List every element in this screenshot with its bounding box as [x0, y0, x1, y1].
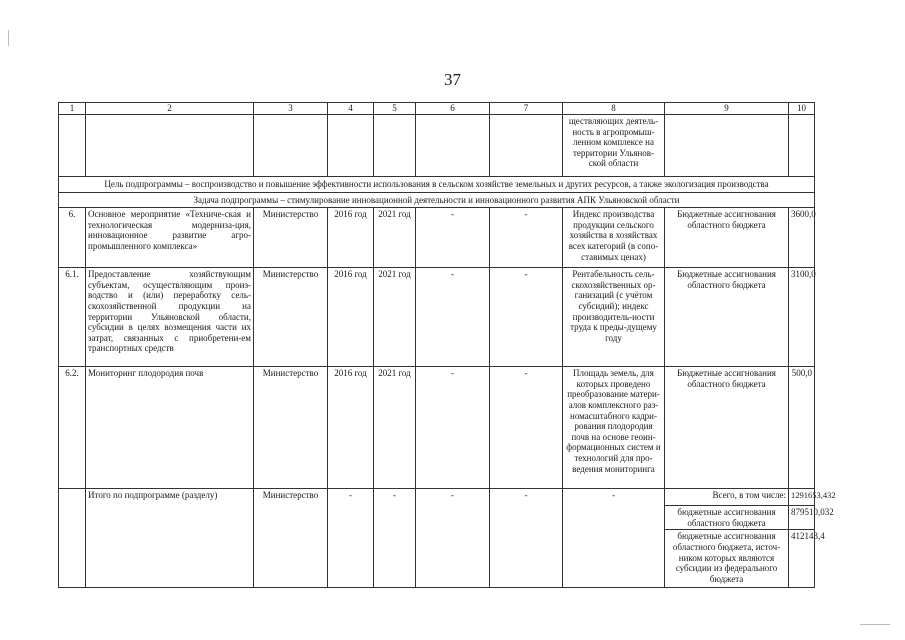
executor-cell: Министерство [254, 489, 328, 588]
dash-cell: - [563, 489, 665, 588]
dash-cell: - [416, 367, 490, 489]
source-cell: Бюджетные ассигнования областного бюджета [665, 268, 789, 367]
indicator-cell: Площадь земель, для которых проведено преобразование матери-алов комплексного раз-номасштабного кадри-рования плодородия почв на основе геоин-формационных систем и технологий для про-ведения мониторинга [563, 367, 665, 489]
header-cell: 7 [490, 103, 563, 115]
header-cell: 6 [416, 103, 490, 115]
total-label: Итого по подпрограмме (разделу) [86, 489, 254, 588]
header-row [59, 103, 815, 115]
total-row [59, 489, 815, 506]
row-number: 6. [59, 208, 86, 268]
header-cell: 4 [328, 103, 374, 115]
scan-mark [8, 30, 9, 46]
scan-mark [860, 624, 890, 625]
end-cell: 2021 год [374, 208, 416, 268]
source-cell: Всего, в том числе: [665, 489, 789, 506]
executor-cell: Министерство [254, 367, 328, 489]
amount-cell: 879510,032 [789, 506, 815, 530]
row-number: 6.1. [59, 268, 86, 367]
source-cell: бюджетные ассигнования областного бюджета, источ-ником которых являются субсидии из федерального бюджета [665, 530, 789, 588]
table-row [59, 208, 815, 268]
dash-cell: - [328, 489, 374, 588]
header-cell: 8 [563, 103, 665, 115]
header-cell: 10 [789, 103, 815, 115]
start-cell: 2016 год [328, 208, 374, 268]
executor-cell: Министерство [254, 208, 328, 268]
program-table [58, 102, 836, 588]
continuation-row [59, 115, 815, 177]
dash-cell: - [490, 268, 563, 367]
amount-cell: 3100,0 [789, 268, 815, 367]
source-cell: Бюджетные ассигнования областного бюджета [665, 367, 789, 489]
amount-cell: 3600,0 [789, 208, 815, 268]
dash-cell: - [490, 208, 563, 268]
goal-text: Цель подпрограммы – воспроизводство и повышение эффективности использования в сельском хозяйстве земельных и других ресурсов, а также экологизация производства [59, 177, 815, 193]
header-cell: 5 [374, 103, 416, 115]
measure-cell: Мониторинг плодородия почв [86, 367, 254, 489]
measure-cell: Основное мероприятие «Техниче-ская и технологическая модерниза-ция, инновационное развитие агро-промышленного комплекса» [86, 208, 254, 268]
table-row [59, 367, 815, 489]
dash-cell: - [490, 489, 563, 588]
header-cell: 1 [59, 103, 86, 115]
goal-row [59, 177, 815, 193]
table-row [59, 268, 815, 367]
end-cell: 2021 год [374, 367, 416, 489]
dash-cell: - [490, 367, 563, 489]
dash-cell: - [374, 489, 416, 588]
source-cell: Бюджетные ассигнования областного бюджета [665, 208, 789, 268]
start-cell: 2016 год [328, 268, 374, 367]
start-cell: 2016 год [328, 367, 374, 489]
executor-cell: Министерство [254, 268, 328, 367]
dash-cell: - [416, 208, 490, 268]
header-cell: 2 [86, 103, 254, 115]
end-cell: 2021 год [374, 268, 416, 367]
indicator-cell: Рентабельность сель-скохозяйственных ор-ганизаций (с учётом субсидий); индекс производитель-ности труда к преды-дущему году [563, 268, 665, 367]
amount-cell: 1291653,432 [789, 489, 815, 506]
page-number: 37 [444, 70, 461, 89]
measure-cell: Предоставление хозяйствующим субъектам, осуществляющим произ-водство и (или) переработку сель-скохозяйственной продукции на территории Ульяновской области, субсидии в целях возмещения части их затрат, связанных с приобретени-ем транспортных средств [86, 268, 254, 367]
indicator-cell: Индекс производства продукции сельского хозяйства в хозяйствах всех категорий (в сопо-ставимых ценах) [563, 208, 665, 268]
header-cell: 3 [254, 103, 328, 115]
amount-cell: 412143,4 [789, 530, 815, 588]
dash-cell: - [416, 268, 490, 367]
dash-cell: - [416, 489, 490, 588]
source-cell: бюджетные ассигнования областного бюджета [665, 506, 789, 530]
header-cell: 9 [665, 103, 789, 115]
row-number: 6.2. [59, 367, 86, 489]
task-row [59, 192, 815, 208]
amount-cell: 500,0 [789, 367, 815, 489]
task-text: Задача подпрограммы – стимулирование инновационной деятельности и инновационного развития АПК Ульяновской области [59, 192, 815, 208]
indicator-cell: ществляющих деятель-ность в агропромыш-ленном комплексе на территории Ульянов-ской области [563, 115, 665, 177]
